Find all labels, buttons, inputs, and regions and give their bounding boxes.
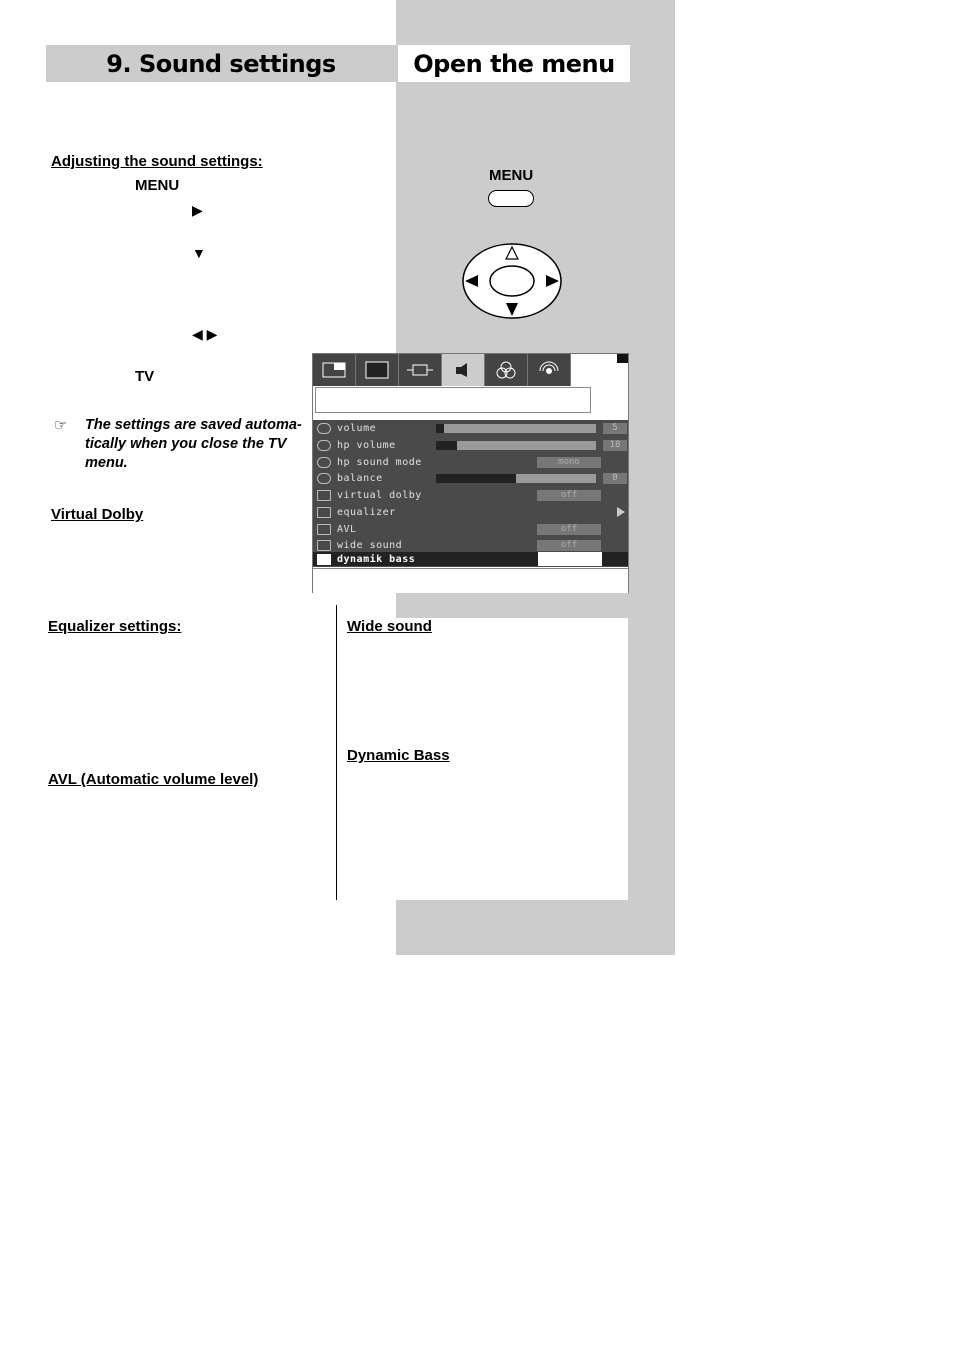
slider-value: 18 (603, 440, 627, 451)
section-title-bar (46, 45, 396, 82)
volume-slider[interactable] (436, 424, 596, 433)
virtual-dolby-heading: Virtual Dolby (51, 506, 144, 523)
menu-row-hp-volume[interactable] (313, 437, 628, 453)
note-line: The settings are saved automa- (85, 417, 302, 433)
note-line: tically when you close the TV (85, 436, 287, 452)
avl-icon (317, 524, 331, 535)
colour-circles-icon[interactable] (485, 354, 528, 386)
menu-row-label: volume (337, 422, 377, 434)
equalizer-heading: Equalizer settings: (48, 618, 182, 635)
menu-tabs (313, 354, 571, 386)
equalizer-icon (317, 507, 331, 518)
menu-row-label: AVL (337, 523, 357, 535)
menu-row-label: hp sound mode (337, 456, 422, 468)
menu-row-label: hp volume (337, 439, 396, 451)
tv-menu-screen (312, 353, 629, 593)
hp-volume-slider[interactable] (436, 441, 596, 450)
slider-value: 0 (603, 473, 627, 484)
arrow-left-right-icon: ◀ ▶ (192, 326, 218, 342)
menu-row-label: virtual dolby (337, 489, 422, 501)
selected-option-field[interactable] (538, 552, 602, 566)
note-text (85, 416, 302, 473)
menu-row-label: equalizer (337, 506, 396, 518)
remote-dpad[interactable] (460, 241, 564, 321)
hand-pointer-icon: ☞ (54, 417, 68, 434)
balance-slider[interactable] (436, 474, 596, 483)
note-line: menu. (85, 455, 128, 471)
dynamic-bass-heading: Dynamic Bass (347, 747, 450, 764)
menu-row-volume[interactable] (313, 420, 628, 436)
menu-row-label: dynamik bass (337, 553, 416, 565)
subsection-title: Open the menu (413, 49, 615, 78)
screen-icon[interactable] (356, 354, 399, 386)
screen-corner-marker (617, 354, 628, 363)
menu-row-avl[interactable] (313, 521, 628, 537)
avl-heading: AVL (Automatic volume level) (48, 771, 259, 788)
knob-icon (317, 457, 331, 468)
picture-in-picture-icon[interactable] (313, 354, 356, 386)
option-value[interactable]: off (537, 524, 601, 535)
adjusting-heading: Adjusting the sound settings: (51, 153, 263, 170)
wide-sound-heading: Wide sound (347, 618, 432, 635)
section-title: 9. Sound settings (106, 49, 336, 78)
dolby-icon (317, 490, 331, 501)
menu-row-virtual-dolby[interactable] (313, 487, 628, 503)
menu-row-dynamik-bass[interactable] (313, 552, 628, 566)
option-value[interactable]: mono (537, 457, 601, 468)
slider-value: 5 (603, 423, 627, 434)
menu-key-label: MENU (135, 177, 180, 194)
arrow-right-icon: ▶ (192, 202, 203, 218)
arrow-down-icon: ▼ (192, 245, 206, 261)
menu-status-bar (313, 568, 628, 593)
menu-row-hp-sound-mode[interactable] (313, 454, 628, 470)
menu-row-balance[interactable] (313, 470, 628, 486)
speaker-icon[interactable] (442, 354, 485, 386)
subsection-title-bar (398, 45, 630, 82)
menu-row-wide-sound[interactable] (313, 537, 628, 553)
wide-sound-icon (317, 540, 331, 551)
knob-icon (317, 440, 331, 451)
remote-menu-label: MENU (489, 167, 534, 184)
knob-icon (317, 423, 331, 434)
option-value[interactable]: off (537, 490, 601, 501)
picture-format-icon[interactable] (399, 354, 442, 386)
dpad-ok-button[interactable] (490, 266, 534, 296)
menu-row-label: balance (337, 472, 383, 484)
slider-fill (436, 424, 444, 433)
slider-fill (436, 441, 457, 450)
menu-row-label: wide sound (337, 539, 403, 551)
menu-button[interactable] (488, 190, 534, 207)
option-value[interactable]: off (537, 540, 601, 551)
bass-icon (317, 554, 331, 565)
sound-menu-list (313, 420, 628, 567)
submenu-arrow-icon (617, 507, 625, 517)
menu-row-equalizer[interactable] (313, 504, 628, 520)
slider-fill (436, 474, 516, 483)
tv-key-label: TV (135, 368, 155, 385)
antenna-icon[interactable] (528, 354, 571, 386)
column-divider (336, 605, 337, 900)
menu-title-bar (315, 387, 591, 413)
balance-icon (317, 473, 331, 484)
